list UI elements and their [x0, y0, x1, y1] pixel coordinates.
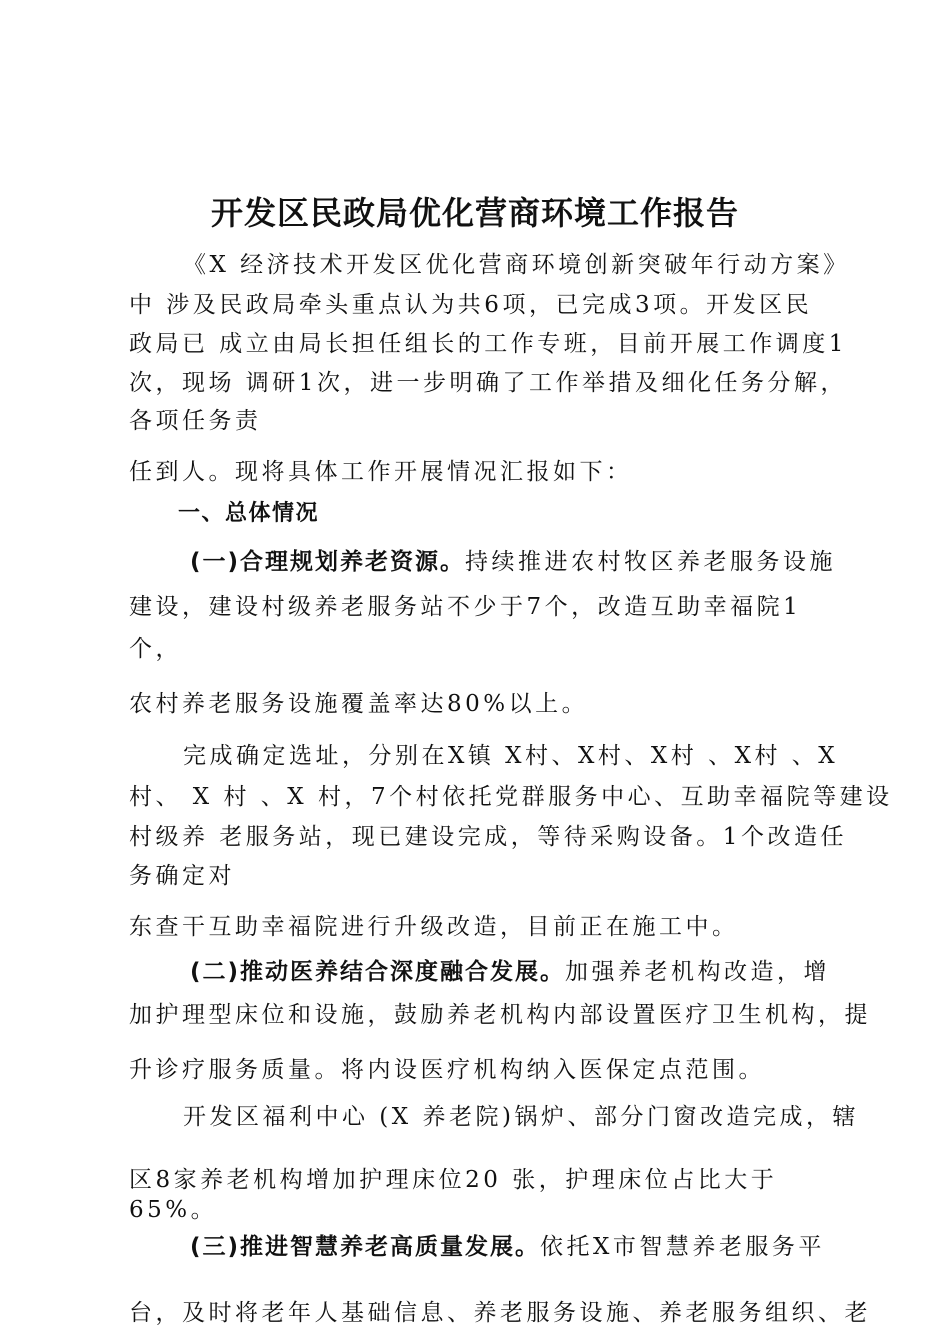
item-1-heading: (一)合理规划养老资源。	[190, 549, 466, 575]
document-title: 开发区民政局优化营商环境工作报告	[210, 194, 739, 232]
intro-line: 中 涉及民政局牵头重点认为共6项，已完成3项。开发区民	[129, 292, 813, 318]
item-1-text: 持续推进农村牧区养老服务设施	[465, 549, 837, 575]
item-1-line: 农村养老服务设施覆盖率达80%以上。	[129, 691, 589, 717]
item-1-progress-line: 完成确定选址，分别在X镇 X村、X村、X村 、X村 、X	[183, 743, 839, 769]
item-1-progress-line: 村级养 老服务站，现已建设完成，等待采购设备。1个改造任	[129, 824, 847, 850]
intro-line: 各项任务责	[129, 408, 262, 434]
item-1-progress-line: 东查干互助幸福院进行升级改造，目前正在施工中。	[129, 914, 739, 940]
item-3-heading: (三)推进智慧养老高质量发展。	[190, 1234, 541, 1260]
intro-line: 《X 经济技术开发区优化营商环境创新突破年行动方案》	[183, 252, 850, 278]
item-2-progress-line: 区8家养老机构增加护理床位20 张，护理床位占比大于	[129, 1167, 778, 1193]
item-2-heading: (二)推动医养结合深度融合发展。	[190, 959, 566, 985]
item-3-text: 依托X市智慧养老服务平	[540, 1234, 825, 1260]
item-1-first-line	[190, 547, 836, 577]
item-2-text: 加强养老机构改造，增	[565, 959, 831, 985]
item-2-first-line	[190, 957, 830, 987]
intro-line: 政局已 成立由局长担任组长的工作专班，目前开展工作调度1	[129, 331, 847, 357]
item-2-line: 加护理型床位和设施，鼓励养老机构内部设置医疗卫生机构，提	[129, 1002, 871, 1028]
item-1-line: 个，	[129, 636, 182, 662]
item-3-line: 台，及时将老年人基础信息、养老服务设施、养老服务组织、老	[129, 1300, 871, 1326]
item-2-progress-line: 开发区福利中心 (X 养老院)锅炉、部分门窗改造完成，辖	[183, 1104, 859, 1130]
item-2-line: 升诊疗服务质量。将内设医疗机构纳入医保定点范围。	[129, 1057, 765, 1083]
item-1-progress-line: 务确定对	[129, 863, 235, 889]
section-heading: 一、总体情况	[178, 501, 320, 526]
intro-line: 次，现场 调研1次，进一步明确了工作举措及细化任务分解，	[129, 370, 847, 396]
item-2-progress-line: 65%。	[129, 1197, 218, 1223]
item-1-progress-line: 村、 X 村 、X 村，7个村依托党群服务中心、互助幸福院等建设	[129, 784, 893, 810]
item-1-line: 建设，建设村级养老服务站不少于7个，改造互助幸福院1	[129, 594, 802, 620]
intro-line: 任到人。现将具体工作开展情况汇报如下：	[129, 459, 633, 485]
item-3-first-line	[190, 1232, 825, 1262]
